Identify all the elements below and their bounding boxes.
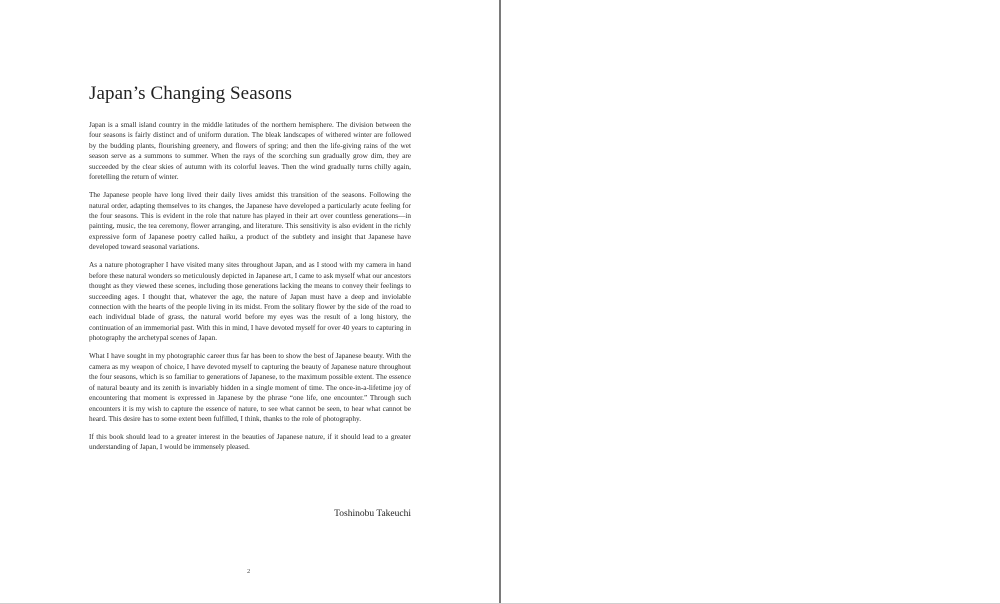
essay-paragraph-5: If this book should lead to a greater interest in the beauties of Japanese nature, if it should lead to a greater understanding of Japan, I would be immensely pleased. bbox=[89, 432, 411, 452]
english-essay-body bbox=[89, 120, 411, 460]
essay-paragraph-4: What I have sought in my photographic career thus far has been to show the best of Japanese beauty. With the camera as my weapon of choice, I have devoted myself to capturing the beauty of Japanese nature throughout the four seasons, which is so familiar to generations of Japanese, to the maximum possible extent. The essence of natural beauty and its zenith is invariably hidden in a single moment of time. The once-in-a-lifetime joy of encountering that moment is expressed in Japanese by the phrase “one life, one encounter.” Through such encounters it is my wish to capture the essence of nature, to see what cannot be seen, to hear what cannot be heard. This desire has to some extent been fulfilled, I think, thanks to the role of photography. bbox=[89, 352, 411, 423]
right-page bbox=[501, 0, 1000, 604]
essay-paragraph-2: The Japanese people have long lived their daily lives amidst this transition of the seasons. Following the natural order, adapting themselves to its changes, the Japanese have developed a particularly acute feeling for the four seasons. This is evident in the role that nature has played in their art over countless generations—in painting, music, the tea ceremony, flower arranging, and literature. This sensitivity is also evident in the richly expressive form of Japanese poetry called haiku, a product of the subtlety and insight that Japanese have developed toward seasonal variations. bbox=[89, 191, 411, 252]
essay-paragraph-1: Japan is a small island country in the middle latitudes of the northern hemisphere. The division between the four seasons is fairly distinct and of uniform duration. The bleak landscapes of withered winter are followed by the budding plants, flourishing greenery, and flowers of spring; and then the life-giving rains of the wet season serve as a summons to summer. When the rays of the scorching sun gradually grow dim, they are succeeded by the clear skies of autumn with its colorful leaves. Then the wind gradually turns chilly again, foretelling the return of winter. bbox=[89, 121, 411, 182]
page-title-english: Japan’s Changing Seasons bbox=[89, 83, 292, 104]
left-page bbox=[0, 0, 499, 604]
author-signature-english: Toshinobu Takeuchi bbox=[334, 509, 411, 519]
essay-paragraph-3: As a nature photographer I have visited many sites throughout Japan, and as I stood with my camera in hand before these natural wonders so meticulously depicted in Japanese art, I came to ask myself what our ancestors thought as they viewed these scenes, including those generations lacking the means to convey their feelings to succeeding ages. I thought that, whatever the age, the nature of Japan must have a deep and inviolable connection with the hearts of the people living in its midst. From the solitary flower by the side of the road to each individual blade of grass, the natural world before my eyes was the result of a long history, the continuation of an immemorial past. With this in mind, I have devoted myself for over 40 years to capturing in photography the archetypal scenes of Japan. bbox=[89, 261, 411, 343]
page-number-left: 2 bbox=[247, 568, 251, 575]
